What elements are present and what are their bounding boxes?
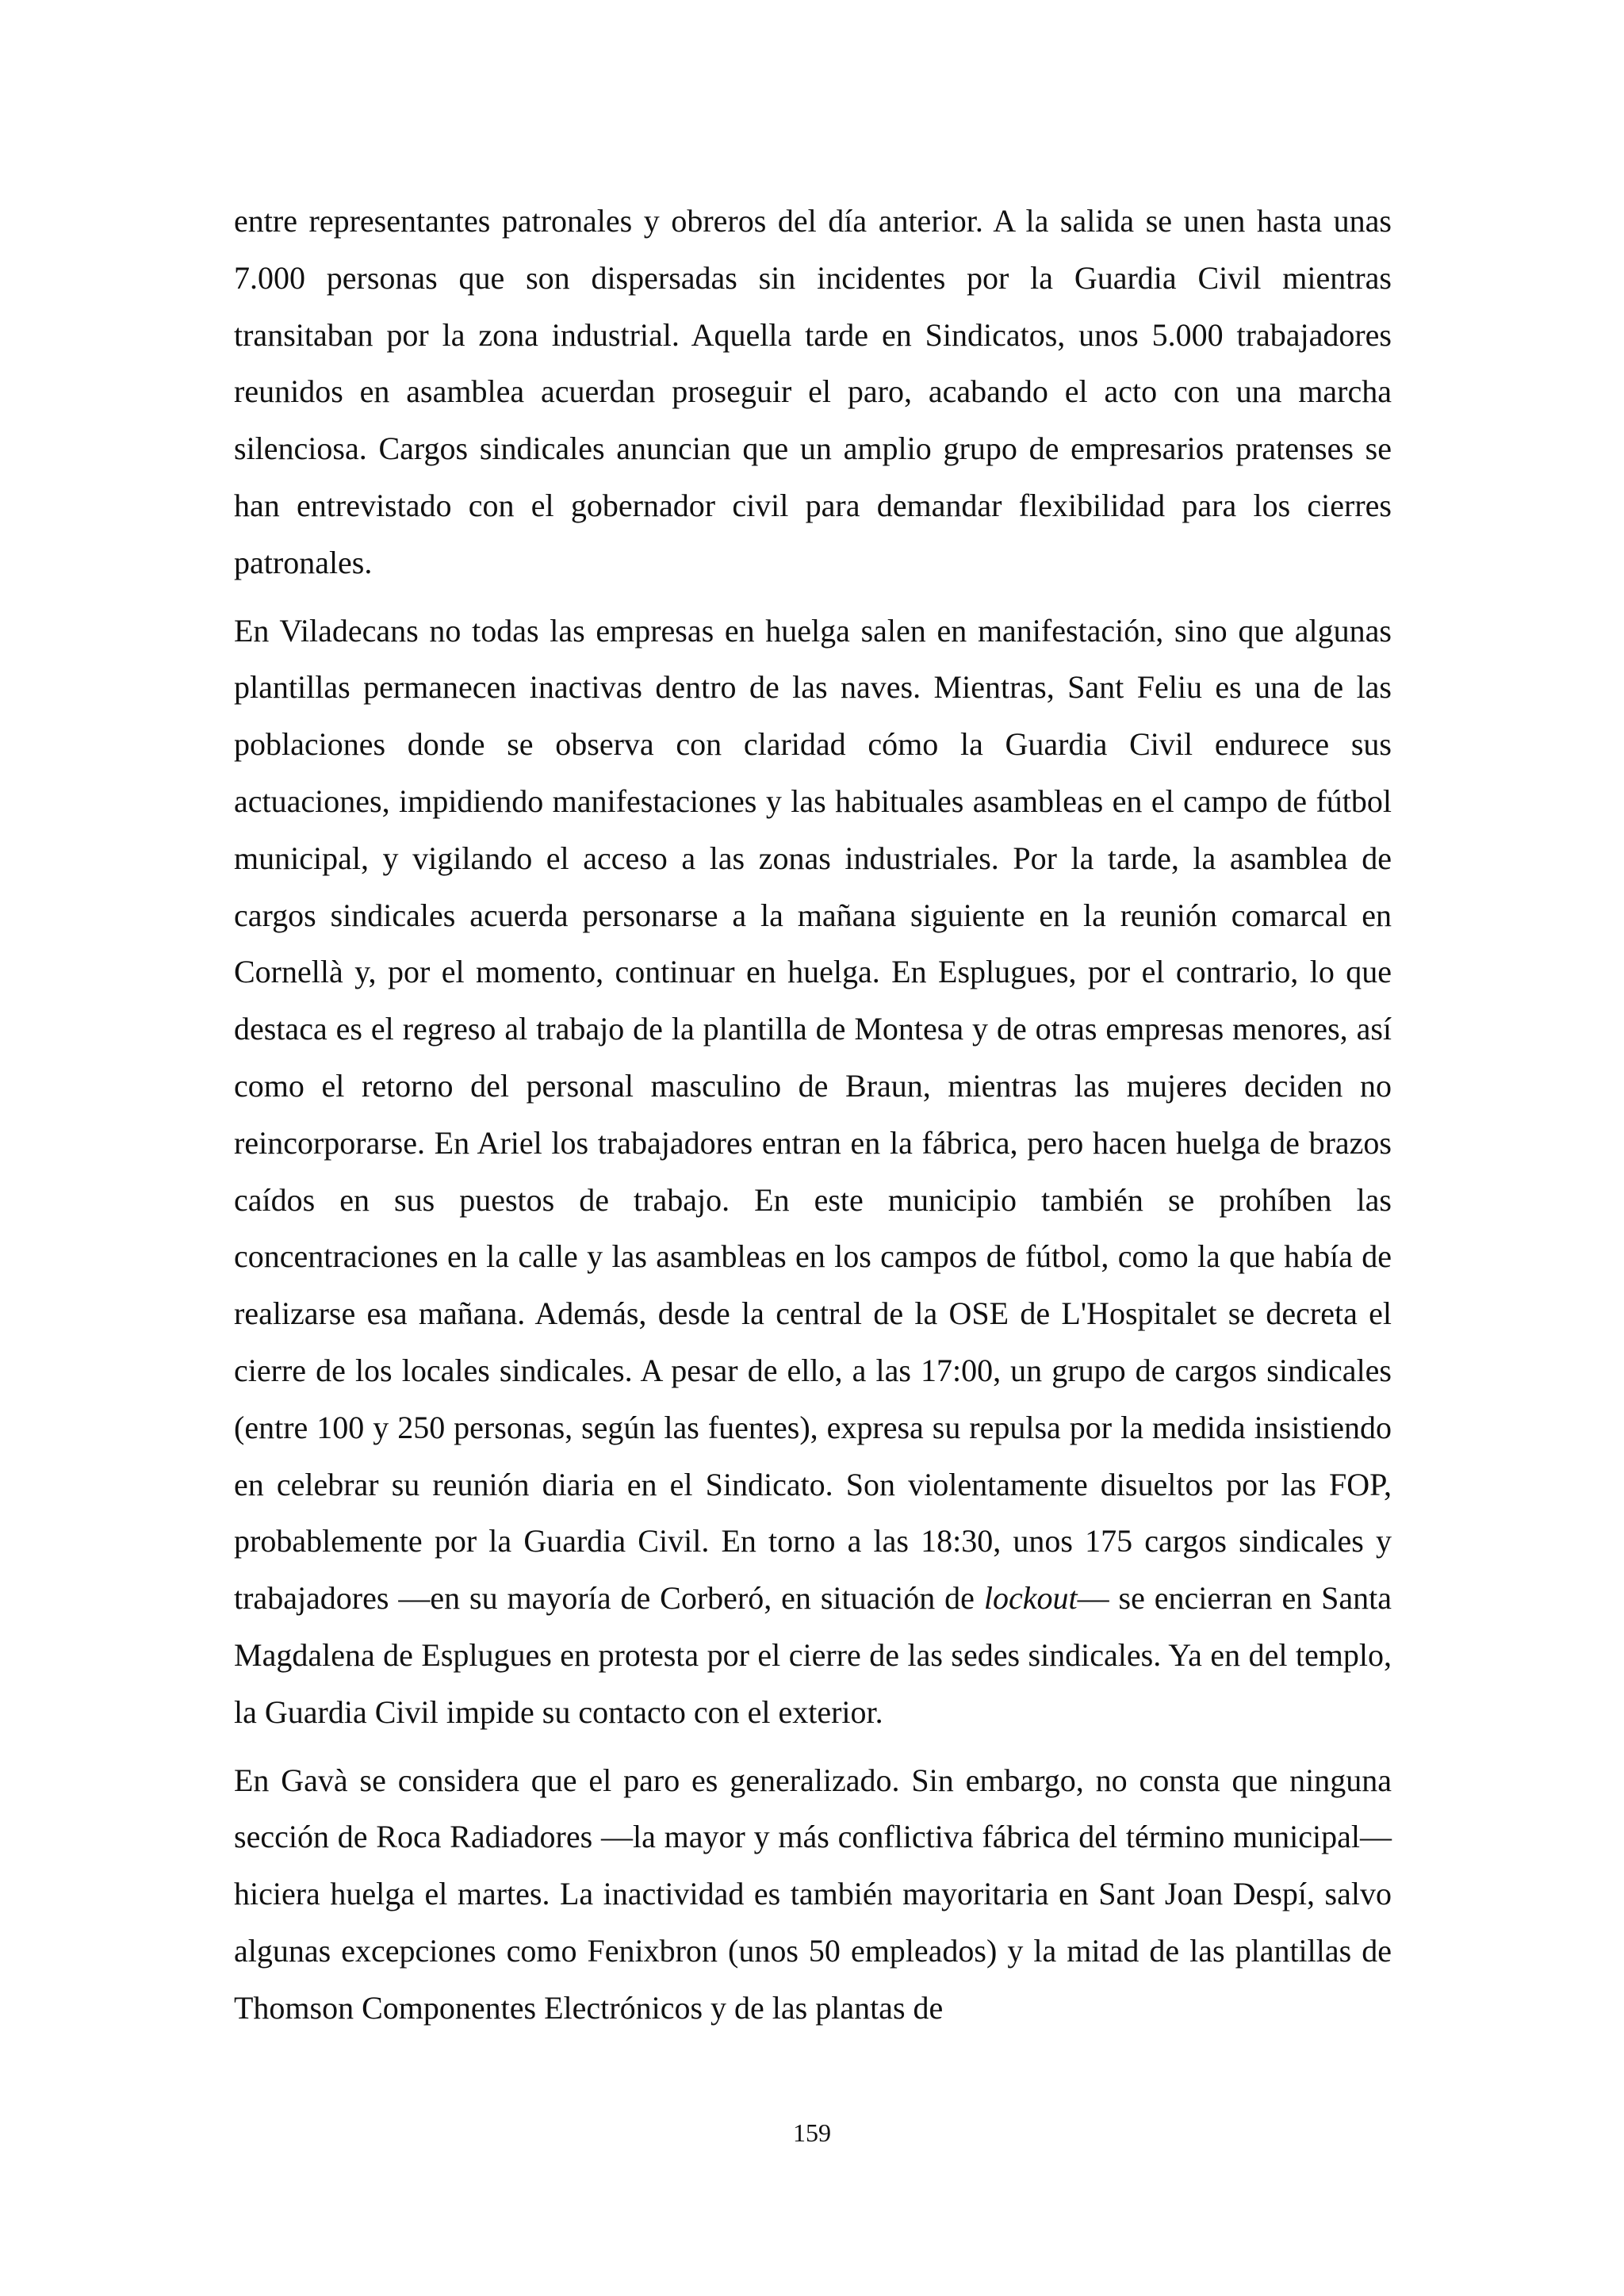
paragraph-1: [234, 193, 1392, 591]
paragraph-3: [234, 1752, 1392, 2037]
body-text: [234, 193, 1392, 2048]
paragraph-3-text: En Gavà se considera que el paro es generalizado. Sin embargo, no consta que ninguna sección de Roca Radiadores —la mayor y más conflictiva fábrica del término municipal— hiciera huelga el martes. La inactividad es también mayoritaria en Sant Joan Despí, salvo algunas excepciones como Fenixbron (unos 50 empleados) y la mitad de las plantillas de Thomson Componentes Electrónicos y de las plantas de: [234, 1762, 1392, 2026]
paragraph-2-text-part-1: En Viladecans no todas las empresas en huelga salen en manifestación, sino que algunas plantillas permanecen inactivas dentro de las naves. Mientras, Sant Feliu es una de las poblaciones donde se observa con claridad cómo la Guardia Civil endurece sus actuaciones, impidiendo manifestaciones y las habituales asambleas en el campo de fútbol municipal, y vigilando el acceso a las zonas industriales. Por la tarde, la asamblea de cargos sindicales acuerda personarse a la mañana siguiente en la reunión comarcal en Cornellà y, por el momento, continuar en huelga. En Esplugues, por el contrario, lo que destaca es el regreso al trabajo de la plantilla de Montesa y de otras empresas menores, así como el retorno del personal masculino de Braun, mientras las mujeres deciden no reincorporarse. En Ariel los trabajadores entran en la fábrica, pero hacen huelga de brazos caídos en sus puestos de trabajo. En este municipio también se prohíben las concentraciones en la calle y las asambleas en los campos de fútbol, como la que había de realizarse esa mañana. Además, desde la central de la OSE de L'Hospitalet se decreta el cierre de los locales sindicales. A pesar de ello, a las 17:00, un grupo de cargos sindicales (entre 100 y 250 personas, según las fuentes), expresa su repulsa por la medida insistiendo en celebrar su reunión diaria en el Sindicato. Son violentamente disueltos por las FOP, probablemente por la Guardia Civil. En torno a las 18:30, unos 175 cargos sindicales y trabajadores —en su mayoría de Corberó, en situación de: [234, 612, 1392, 1617]
paragraph-2-text-part-2: — se encierran en Santa Magdalena de Esplugues en protesta por el cierre de las sedes sindicales. Ya en del templo, la Guardia Civil impide su contacto con el exterior.: [234, 1580, 1392, 1730]
page-number: 159: [793, 2118, 831, 2147]
paragraph-1-text: entre representantes patronales y obreros del día anterior. A la salida se unen hasta unas 7.000 personas que son dispersadas sin incidentes por la Guardia Civil mientras transitaban por la zona industrial. Aquella tarde en Sindicatos, unos 5.000 trabajadores reunidos en asamblea acuerdan proseguir el paro, acabando el acto con una marcha silenciosa. Cargos sindicales anuncian que un amplio grupo de empresarios pratenses se han entrevistado con el gobernador civil para demandar flexibilidad para los cierres patronales.: [234, 203, 1392, 580]
paragraph-2: [234, 603, 1392, 1741]
paragraph-2-italic-term: lockout: [983, 1580, 1078, 1617]
